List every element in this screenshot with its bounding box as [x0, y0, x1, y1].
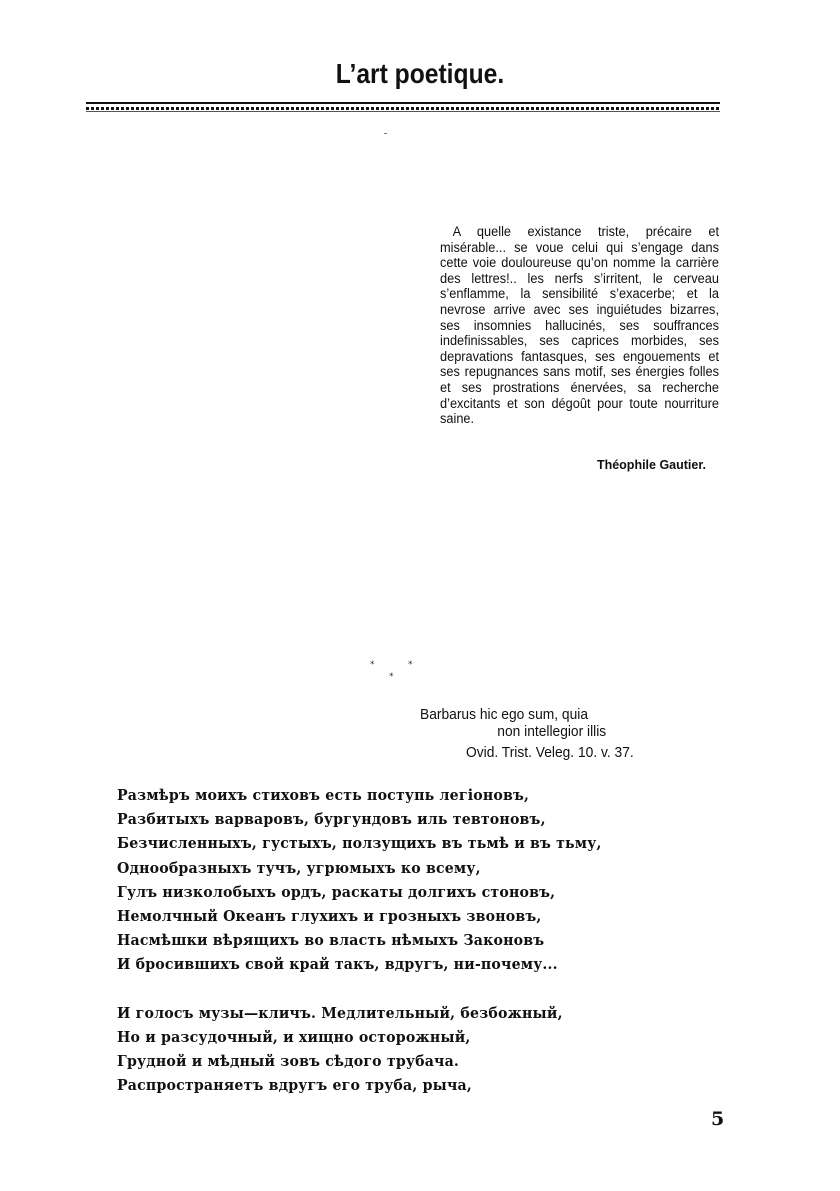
section-separator-asterisks	[368, 660, 428, 686]
epigraph-ovid-line-1: Barbarus hic ego sum, quia	[420, 706, 589, 723]
poem-stanza-1	[117, 783, 602, 977]
poem-line: Распространяетъ вдругъ его труба, рыча,	[117, 1076, 472, 1095]
poem-line: Однообразныхъ тучъ, угрюмыхъ ко всему,	[117, 858, 481, 877]
poem	[117, 783, 602, 1121]
header-rule	[86, 102, 720, 111]
epigraph-gautier-author: Théophile Gautier.	[596, 458, 706, 472]
poem-line: Насмѣшки вѣрящихъ во власть нѣмыхъ Законовъ	[117, 931, 545, 950]
separator-star-bottom: *	[389, 672, 394, 682]
epigraph-ovid	[420, 706, 606, 740]
epigraph-ovid-line-2: non intellegior illis	[497, 723, 607, 740]
separator-star-right: *	[408, 660, 413, 670]
poem-line: И голосъ музы—кличъ. Медлительный, безбожный,	[117, 1003, 563, 1022]
poem-line: Гулъ низколобыхъ ордъ, раскаты долгихъ стоновъ,	[117, 882, 556, 901]
print-speck	[384, 133, 387, 134]
poem-stanza-2	[117, 1001, 602, 1098]
poem-line: Разбитыхъ варваровъ, бургундовъ иль тевтоновъ,	[117, 810, 546, 829]
epigraph-gautier: A quelle existance triste, précaire et misérable... se voue celui qui s’engage dans cette voie douloureuse qu’on nomme la carrière des lettres!.. les nerfs s’irritent, le cerveau s’enflamme, la sensibilité s’exacerbe; et la nevrose arrive avec ses inguiétudes bizarres, ses insomnies hallucinés, ses souffrances indefinissables, ses caprices morbides, ses depravations fantasques, ses engouements et ses repugnances sans motif, ses énergies folles et ses prostrations énervées, sa recherche d’excitants et son dégoût pour toute nourriture saine.	[440, 224, 719, 428]
poem-line: Немолчный Океанъ глухихъ и грозныхъ звоновъ,	[117, 907, 542, 926]
poem-line: И бросившихъ свой край такъ, вдругъ, ни-почему...	[117, 955, 558, 974]
separator-star-left: *	[370, 660, 375, 670]
page-number: 5	[711, 1108, 725, 1130]
epigraph-ovid-source: Ovid. Trist. Veleg. 10. v. 37.	[466, 744, 634, 761]
poem-line: Грудной и мѣдный зовъ сѣдого трубача.	[117, 1052, 460, 1071]
poem-line: Безчисленныхъ, густыхъ, ползущихъ въ тьмѣ и въ тьму,	[117, 834, 602, 853]
page-title: L’art poetique.	[335, 58, 505, 89]
poem-line: Размѣръ моихъ стиховъ есть поступь легіоновъ,	[117, 786, 530, 804]
header-rule-underline	[86, 111, 720, 112]
poem-line: Но и разсудочный, и хищно осторожный,	[117, 1027, 471, 1046]
